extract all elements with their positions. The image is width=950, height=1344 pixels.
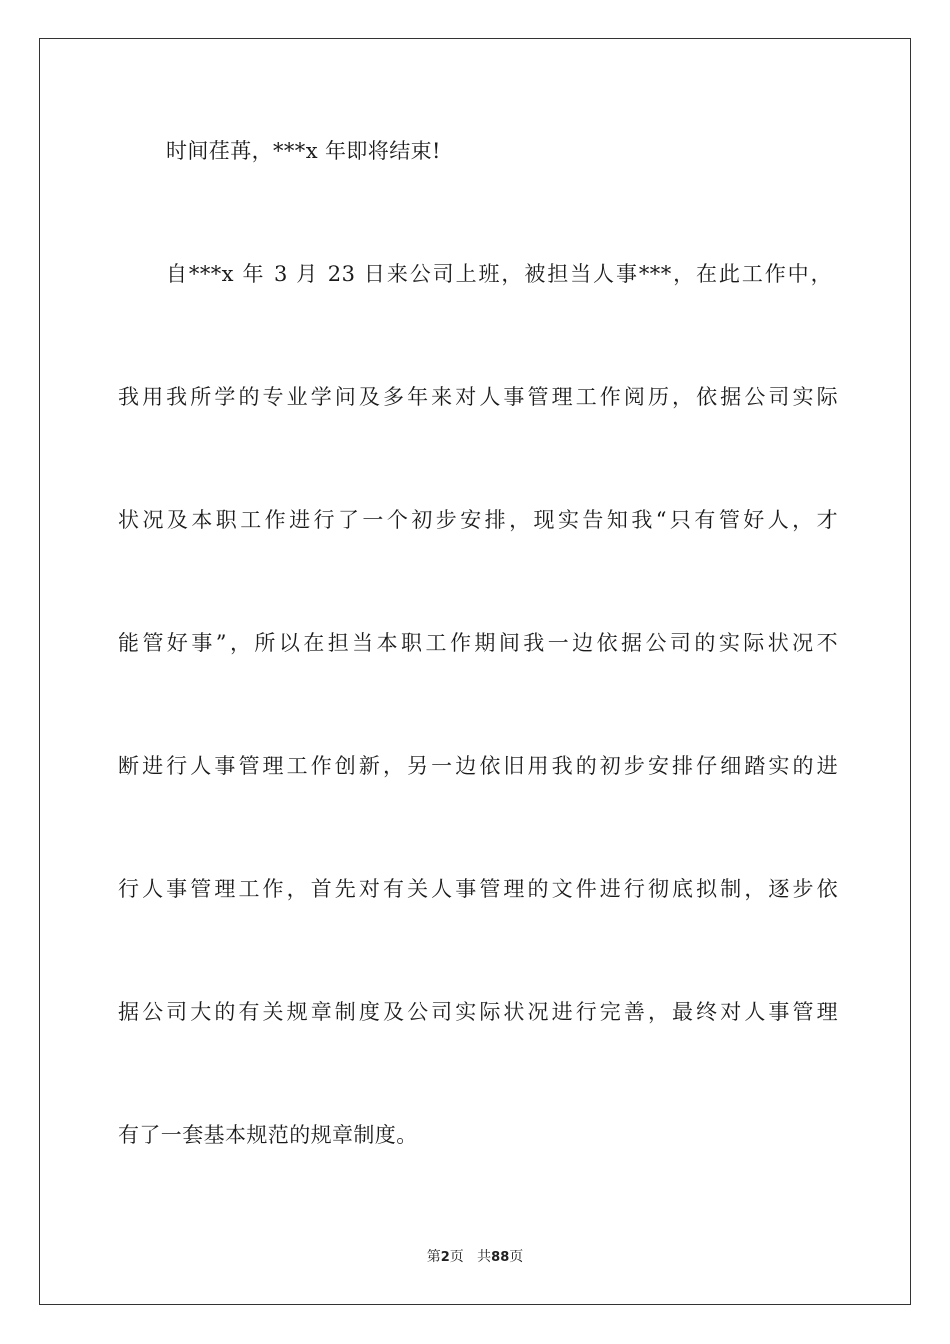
paragraph-line: 能管好事”，所以在担当本职工作期间我一边依据公司的实际状况不 [118, 631, 838, 655]
paragraph-line: 自***x 年 3 月 23 日来公司上班，被担当人事***，在此工作中， [166, 262, 832, 286]
page-border [39, 38, 911, 1305]
paragraph-line: 据公司大的有关规章制度及公司实际状况进行完善，最终对人事管理 [118, 1000, 838, 1024]
current-page-number: 2 [440, 1250, 450, 1265]
paragraph-line: 行人事管理工作，首先对有关人事管理的文件进行彻底拟制，逐步依 [118, 877, 838, 901]
paragraph-line: 状况及本职工作进行了一个初步安排，现实告知我“只有管好人，才 [118, 508, 838, 532]
page-prefix: 第 [426, 1249, 441, 1265]
paragraph-line: 断进行人事管理工作创新，另一边依旧用我的初步安排仔细踏实的进 [118, 754, 838, 778]
page-mid: 页 共 [449, 1249, 492, 1265]
paragraph-line: 有了一套基本规范的规章制度。 [118, 1123, 418, 1147]
page-footer [0, 1247, 950, 1268]
paragraph-line: 我用我所学的专业学问及多年来对人事管理工作阅历，依据公司实际 [118, 385, 838, 409]
total-page-number: 88 [491, 1250, 510, 1265]
paragraph-line: 时间荏苒，***x 年即将结束! [166, 139, 441, 163]
page-suffix: 页 [509, 1249, 524, 1265]
